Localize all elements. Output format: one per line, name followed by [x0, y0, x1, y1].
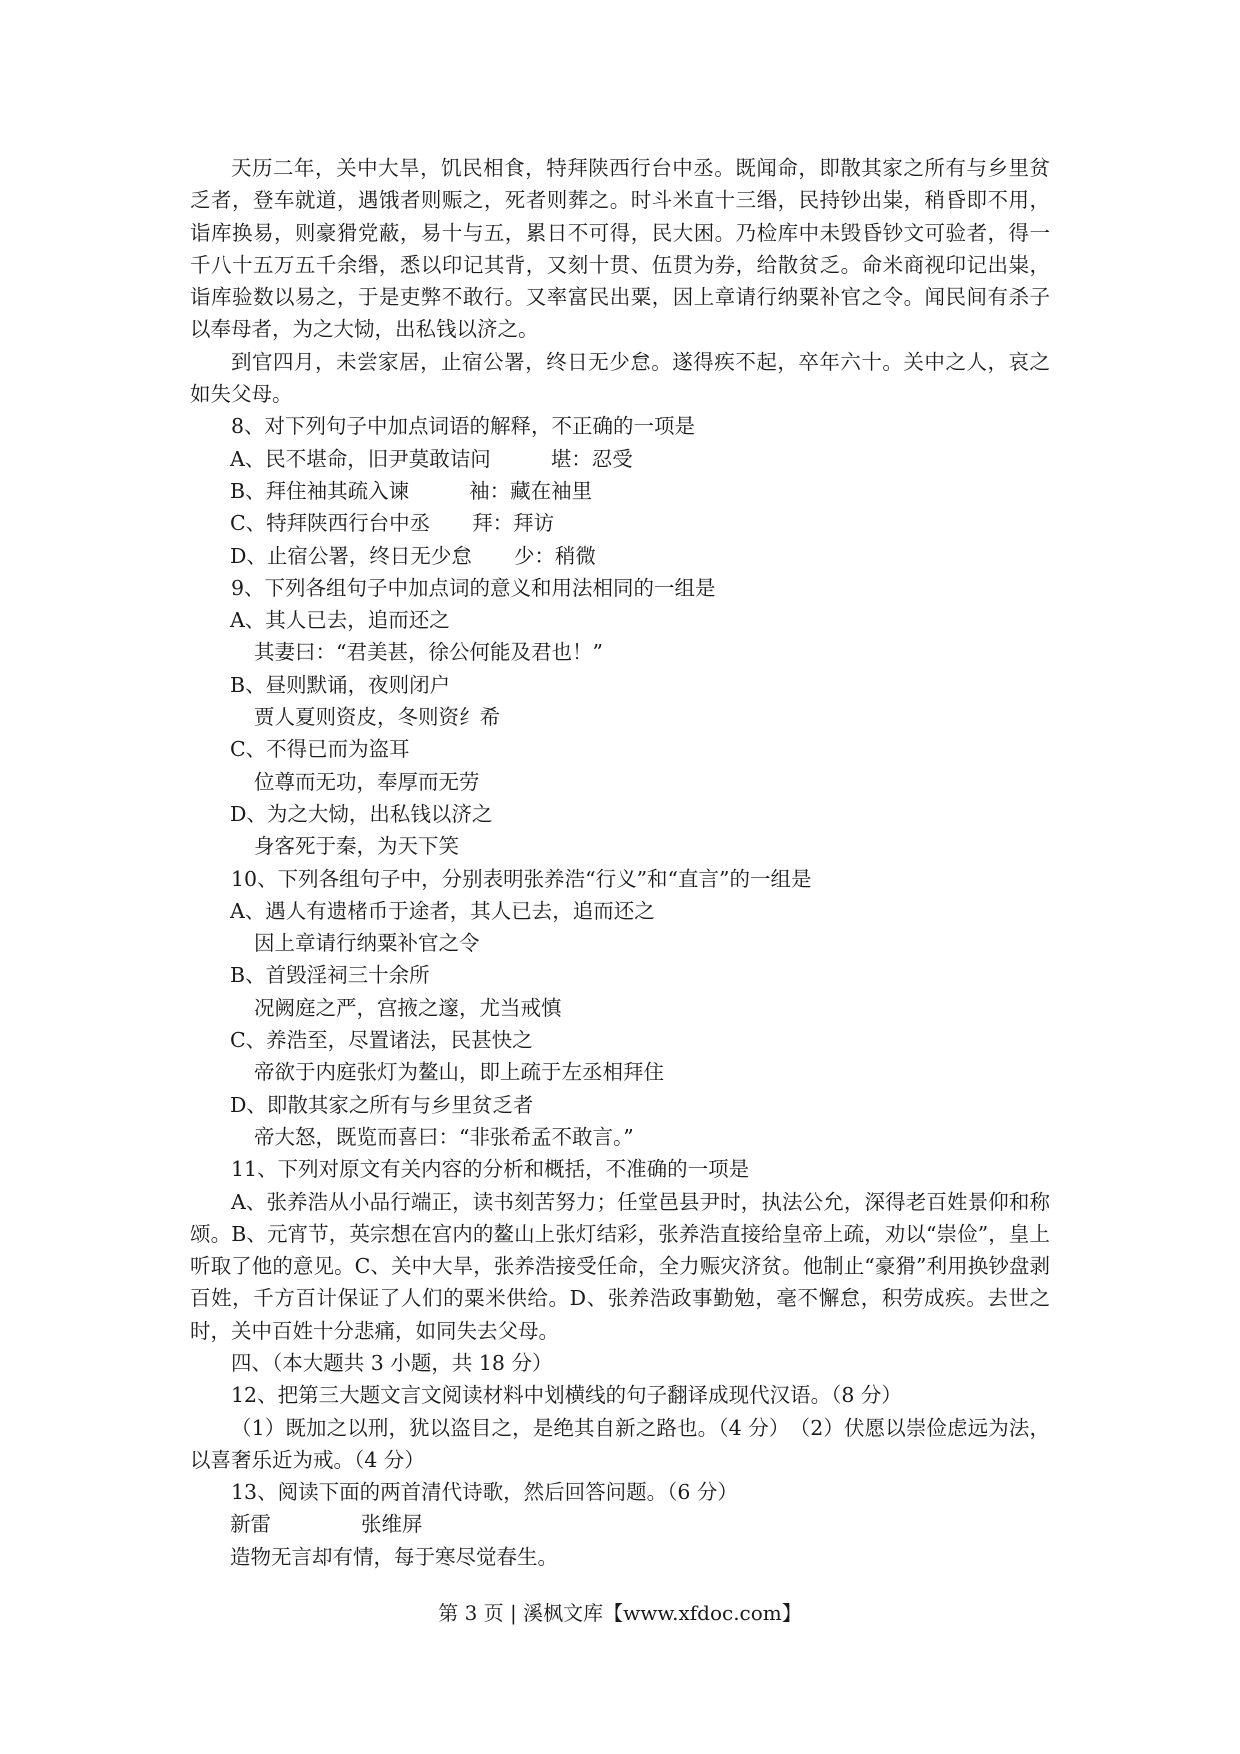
poem-author: 张维屏 — [361, 1512, 423, 1537]
question-8-option-a — [190, 443, 1050, 475]
option-note: 拜：拜访 — [472, 511, 555, 536]
question-9-option-d-line2: 身客死于秦，为天下笑 — [254, 834, 459, 859]
passage-paragraph-2: 到官四月，未尝家居，止宿公署，终日无少怠。遂得疾不起，卒年六十。关中之人，哀之如失父母。 — [190, 349, 1050, 407]
poem-title: 新雷 — [230, 1512, 271, 1537]
option-note: 少：稍微 — [513, 543, 596, 568]
question-9-option-b-line2: 贾人夏则资皮，冬则资纟希 — [254, 705, 500, 730]
question-11-options: A、张养浩从小品行端正，读书刻苦努力；任堂邑县尹时，执法公允，深得老百姓景仰和称颂。B、元宵节，英宗想在宫内的鳌山上张灯结彩，张养浩直接给皇帝上疏，劝以“崇俭”，皇上听取了他的意见。C、关中大旱，张养浩接受任命，全力赈灾济贫。他制止“豪猾”利用换钞盘剥百姓，千方百计保证了人们的粟米供给。D、张养浩政事勤勉，毫不懈怠，积劳成疾。去世之时，关中百姓十分悲痛，如同失去父母。 — [190, 1189, 1050, 1343]
option-text: D、止宿公署，终日无少怠 — [230, 543, 472, 568]
question-11-stem: 11、下列对原文有关内容的分析和概括，不准确的一项是 — [231, 1157, 750, 1182]
question-12-stem: 12、把第三大题文言文阅读材料中划横线的句子翻译成现代汉语。（8 分） — [231, 1383, 902, 1408]
question-10-option-b-line2: 况阙庭之严，宫掖之邃，尤当戒慎 — [254, 995, 562, 1020]
question-8-option-b — [190, 475, 1050, 507]
question-8-stem: 8、对下列句子中加点词语的解释，不正确的一项是 — [231, 414, 696, 439]
option-text: B、拜住袖其疏入谏 — [230, 478, 410, 503]
question-10-option-c-line1: C、养浩至，尽置诸法，民甚快之 — [230, 1028, 533, 1053]
question-8-option-c — [190, 507, 1050, 539]
passage-paragraph-1: 天历二年，关中大旱，饥民相食，特拜陕西行台中丞。既闻命，即散其家之所有与乡里贫乏者，登车就道，遇饿者则赈之，死者则葬之。时斗米直十三缗，民持钞出粜，稍昏即不用，诣库换易，则豪猾党蔽，易十与五，累日不可得，民大困。乃检库中未毁昏钞文可验者，得一千八十五万五千余缗，悉以印记其背，又刻十贯、伍贯为券，给散贫乏。命米商视印记出粜，诣库验数以易之，于是吏弊不敢行。又率富民出粟，因上章请行纳粟补官之令。闻民间有杀子以奉母者，为之大恸，出私钱以济之。 — [190, 156, 1050, 342]
section-4-heading: 四、（本大题共 3 小题，共 18 分） — [231, 1350, 553, 1375]
question-9-option-b-line1: B、昼则默诵，夜则闭户 — [230, 672, 451, 697]
question-10-option-a-line2: 因上章请行纳粟补官之令 — [254, 931, 480, 956]
option-note: 袖：藏在袖里 — [469, 478, 593, 503]
question-9-option-a-line1: A、其人已去，追而还之 — [230, 608, 450, 633]
question-10-option-a-line1: A、遇人有遗楮币于途者，其人已去，追而还之 — [230, 898, 655, 923]
question-8-option-d — [190, 540, 1050, 572]
poem-heading — [190, 1508, 1050, 1540]
question-13-stem: 13、阅读下面的两首清代诗歌，然后回答问题。（6 分） — [231, 1480, 738, 1505]
page-footer: 第 3 页 | 溪枫文库【www.xfdoc.com】 — [438, 1601, 802, 1625]
question-9-option-c-line2: 位尊而无功，奉厚而无劳 — [254, 769, 480, 794]
question-10-option-d-line1: D、即散其家之所有与乡里贫乏者 — [230, 1092, 534, 1117]
question-10-option-d-line2: 帝大怒，既览而喜曰：“非张希孟不敢言。” — [254, 1124, 634, 1149]
question-9-option-d-line1: D、为之大恸，出私钱以济之 — [230, 801, 493, 826]
document-page — [190, 152, 1050, 1573]
question-9-option-a-line2: 其妻曰：“君美甚，徐公何能及君也！” — [254, 640, 603, 665]
question-9-option-c-line1: C、不得已而为盗耳 — [230, 737, 410, 762]
question-10-option-c-line2: 帝欲于内庭张灯为鳌山，即上疏于左丞相拜住 — [254, 1060, 664, 1085]
question-9-stem: 9、下列各组句子中加点词的意义和用法相同的一组是 — [231, 575, 716, 600]
poem-line-1: 造物无言却有情，每于寒尽觉春生。 — [230, 1544, 558, 1569]
option-text: A、民不堪命，旧尹莫敢诘问 — [230, 446, 491, 471]
question-10-stem: 10、下列各组句子中，分别表明张养浩“行义”和“直言”的一组是 — [231, 866, 812, 891]
option-text: C、特拜陕西行台中丞 — [230, 511, 431, 536]
question-10-option-b-line1: B、首毁淫祠三十余所 — [230, 963, 430, 988]
question-12-sentences: （1）既加之以刑，犹以盗目之，是绝其自新之路也。（4 分） （2）伏愿以崇俭虑远为法，以喜奢乐近为戒。（4 分） — [190, 1415, 1050, 1472]
option-note: 堪：忍受 — [550, 446, 633, 471]
